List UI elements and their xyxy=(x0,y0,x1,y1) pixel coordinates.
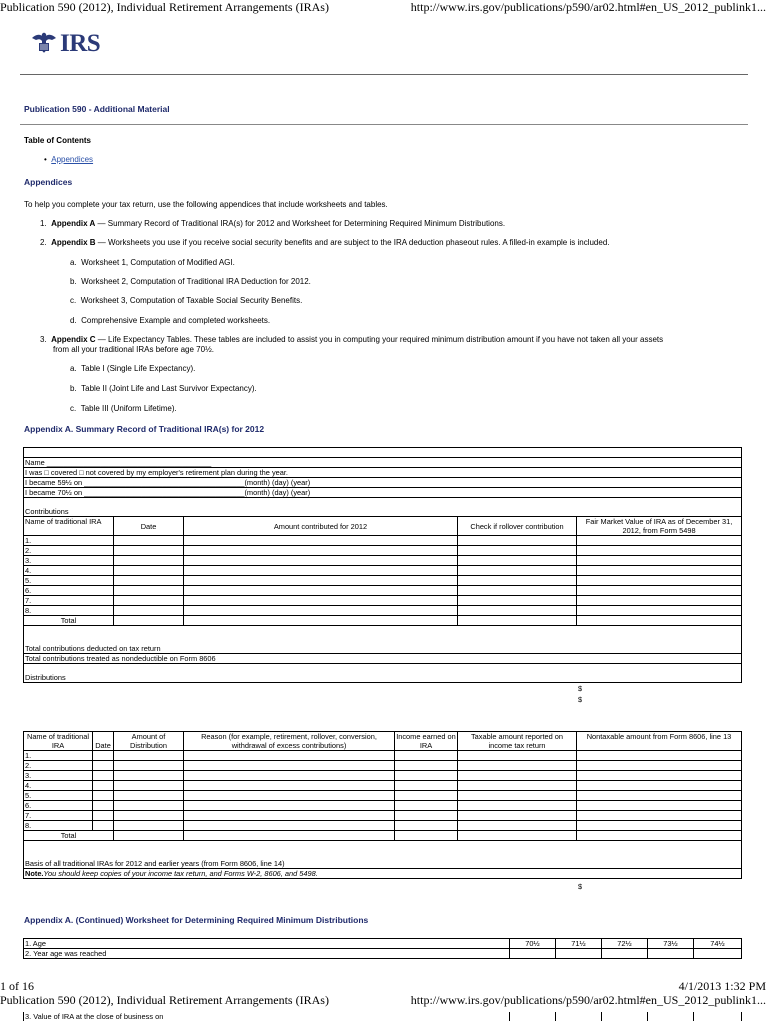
table-row: 7. xyxy=(24,596,742,606)
appendix-item-1: 1. Appendix A — Summary Record of Traditional IRA(s) for 2012 and Worksheet for Determining Required Minimum Distributions. xyxy=(40,219,506,228)
rmd-worksheet-table xyxy=(23,938,742,959)
basis-line: Basis of all traditional IRAs for 2012 and earlier years (from Form 8606, line 14) xyxy=(24,859,742,869)
worksheet-row-age: 1. Age xyxy=(24,939,510,949)
print-header-url: http://www.irs.gov/publications/p590/ar02.html#en_US_2012_publink1... xyxy=(410,993,766,1007)
appendix-item-3: 3. Appendix C — Life Expectancy Tables. These tables are included to assist you in computing your required minimum distribution amount if you have not taken all your assets xyxy=(40,335,664,344)
col-header: Reason (for example, retirement, rollover, conversion, withdrawal of excess contributions) xyxy=(184,732,395,751)
table-row: 5. xyxy=(24,791,742,801)
print-header xyxy=(0,0,768,18)
table-row: 7. xyxy=(24,811,742,821)
covered-line[interactable]: I was □ covered □ not covered by my employer's retirement plan during the year. xyxy=(24,468,742,478)
appendix-item-2: 2. Appendix B — Worksheets you use if you receive social security benefits and are subject to the IRA deduction phaseout rules. A filled-in example is included. xyxy=(40,238,610,247)
age-cell: 71½ xyxy=(556,939,602,949)
distributions-label: Distributions xyxy=(24,664,742,683)
col-header: Name of traditional IRA xyxy=(24,517,114,536)
print-header-title: Publication 590 (2012), Individual Retirement Arrangements (IRAs) xyxy=(0,993,329,1007)
basis-dollar: $ xyxy=(578,882,583,891)
deducted-dollar: $ xyxy=(578,684,583,693)
table-row: 2. xyxy=(24,761,742,771)
eagle-icon xyxy=(30,30,58,58)
table-row: 6. xyxy=(24,586,742,596)
table-row: 1. xyxy=(24,536,742,546)
table-row: 6. xyxy=(24,801,742,811)
spacer xyxy=(24,626,742,645)
logo-text: IRS xyxy=(60,30,101,57)
note-line: Note.You should keep copies of your income tax return, and Forms W-2, 8606, and 5498. xyxy=(24,869,742,879)
toc-link-appendices[interactable]: Appendices xyxy=(51,155,94,164)
table-row: 3. xyxy=(24,556,742,566)
sub-item-c-b: b. Table II (Joint Life and Last Survivor Expectancy). xyxy=(70,384,257,393)
total-row: Total xyxy=(24,616,742,626)
print-header-2 xyxy=(0,993,768,1011)
print-header-url: http://www.irs.gov/publications/p590/ar02.html#en_US_2012_publink1... xyxy=(410,0,766,14)
table-row: 5. xyxy=(24,576,742,586)
sub-item-c-c: c. Table III (Uniform Lifetime). xyxy=(70,404,177,413)
col-header: Income earned on IRA xyxy=(396,732,456,750)
rmd-worksheet-continued xyxy=(23,1012,742,1021)
worksheet-heading: Appendix A. (Continued) Worksheet for Determining Required Minimum Distributions xyxy=(24,915,369,925)
age-cell: 72½ xyxy=(602,939,648,949)
col-header: Name of traditional IRA xyxy=(24,732,93,751)
age70-line[interactable]: I became 70½ on _______________________________________(month) (day) (year) xyxy=(24,488,742,498)
col-header: Taxable amount reported on income tax return xyxy=(458,732,577,751)
contributions-label: Contributions xyxy=(24,498,742,517)
table-row: 4. xyxy=(24,781,742,791)
total-row: Total xyxy=(24,831,742,841)
col-header: Amount contributed for 2012 xyxy=(184,517,458,536)
table-row: 8. xyxy=(24,606,742,616)
blank-row xyxy=(24,448,742,458)
age-cell: 74½ xyxy=(694,939,742,949)
worksheet-row-year: 2. Year age was reached xyxy=(24,949,510,959)
title-divider xyxy=(20,124,748,125)
age59-line[interactable]: I became 59½ on _______________________________________(month) (day) (year) xyxy=(24,478,742,488)
col-header: Fair Market Value of IRA as of December 31, 2012, from Form 5498 xyxy=(577,517,742,536)
age-cell: 73½ xyxy=(648,939,694,949)
appendix-a-heading: Appendix A. Summary Record of Traditional IRA(s) for 2012 xyxy=(24,424,265,434)
age-cell: 70½ xyxy=(510,939,556,949)
page-title: Publication 590 - Additional Material xyxy=(24,104,170,114)
sub-item-b-d: d. Comprehensive Example and completed worksheets. xyxy=(70,316,271,325)
worksheet-row-value: 3. Value of IRA at the close of business on xyxy=(24,1012,510,1021)
col-header: Check if rollover contribution xyxy=(458,517,577,536)
nondeductible-dollar: $ xyxy=(578,695,583,704)
header-divider xyxy=(20,74,748,75)
col-header: Date xyxy=(114,517,184,536)
spacer xyxy=(24,841,742,860)
appendices-heading: Appendices xyxy=(24,177,73,187)
col-header: Nontaxable amount from Form 8606, line 13 xyxy=(577,732,742,751)
sub-item-b-a: a. Worksheet 1, Computation of Modified AGI. xyxy=(70,258,235,267)
col-header: Date xyxy=(93,732,114,751)
col-header: Amount of Distribution xyxy=(114,732,184,751)
table-row: 8. xyxy=(24,821,742,831)
table-row: 4. xyxy=(24,566,742,576)
table-row: 3. xyxy=(24,771,742,781)
print-datetime: 4/1/2013 1:32 PM xyxy=(678,979,766,993)
irs-logo[interactable] xyxy=(30,30,100,58)
toc-heading: Table of Contents xyxy=(24,136,91,145)
sub-item-c-a: a. Table I (Single Life Expectancy). xyxy=(70,364,196,373)
table-row: 1. xyxy=(24,751,742,761)
toc-item: • Appendices xyxy=(44,155,94,164)
appendices-intro: To help you complete your tax return, use the following appendices that include worksheets and tables. xyxy=(24,200,388,209)
table-row: 2. xyxy=(24,546,742,556)
nondeductible-line: Total contributions treated as nondeductible on Form 8606 xyxy=(24,654,742,664)
name-line[interactable]: Name ________________________________________ xyxy=(24,458,742,468)
sub-item-b-c: c. Worksheet 3, Computation of Taxable Social Security Benefits. xyxy=(70,296,303,305)
page-number: 1 of 16 xyxy=(0,979,34,993)
distributions-table xyxy=(23,731,742,879)
summary-record-table xyxy=(23,447,742,683)
appendix-item-3-cont: from all your traditional IRAs before age 70½. xyxy=(53,345,214,354)
sub-item-b-b: b. Worksheet 2, Computation of Traditional IRA Deduction for 2012. xyxy=(70,277,311,286)
deducted-line: Total contributions deducted on tax return xyxy=(24,644,742,654)
print-header-title: Publication 590 (2012), Individual Retirement Arrangements (IRAs) xyxy=(0,0,329,14)
